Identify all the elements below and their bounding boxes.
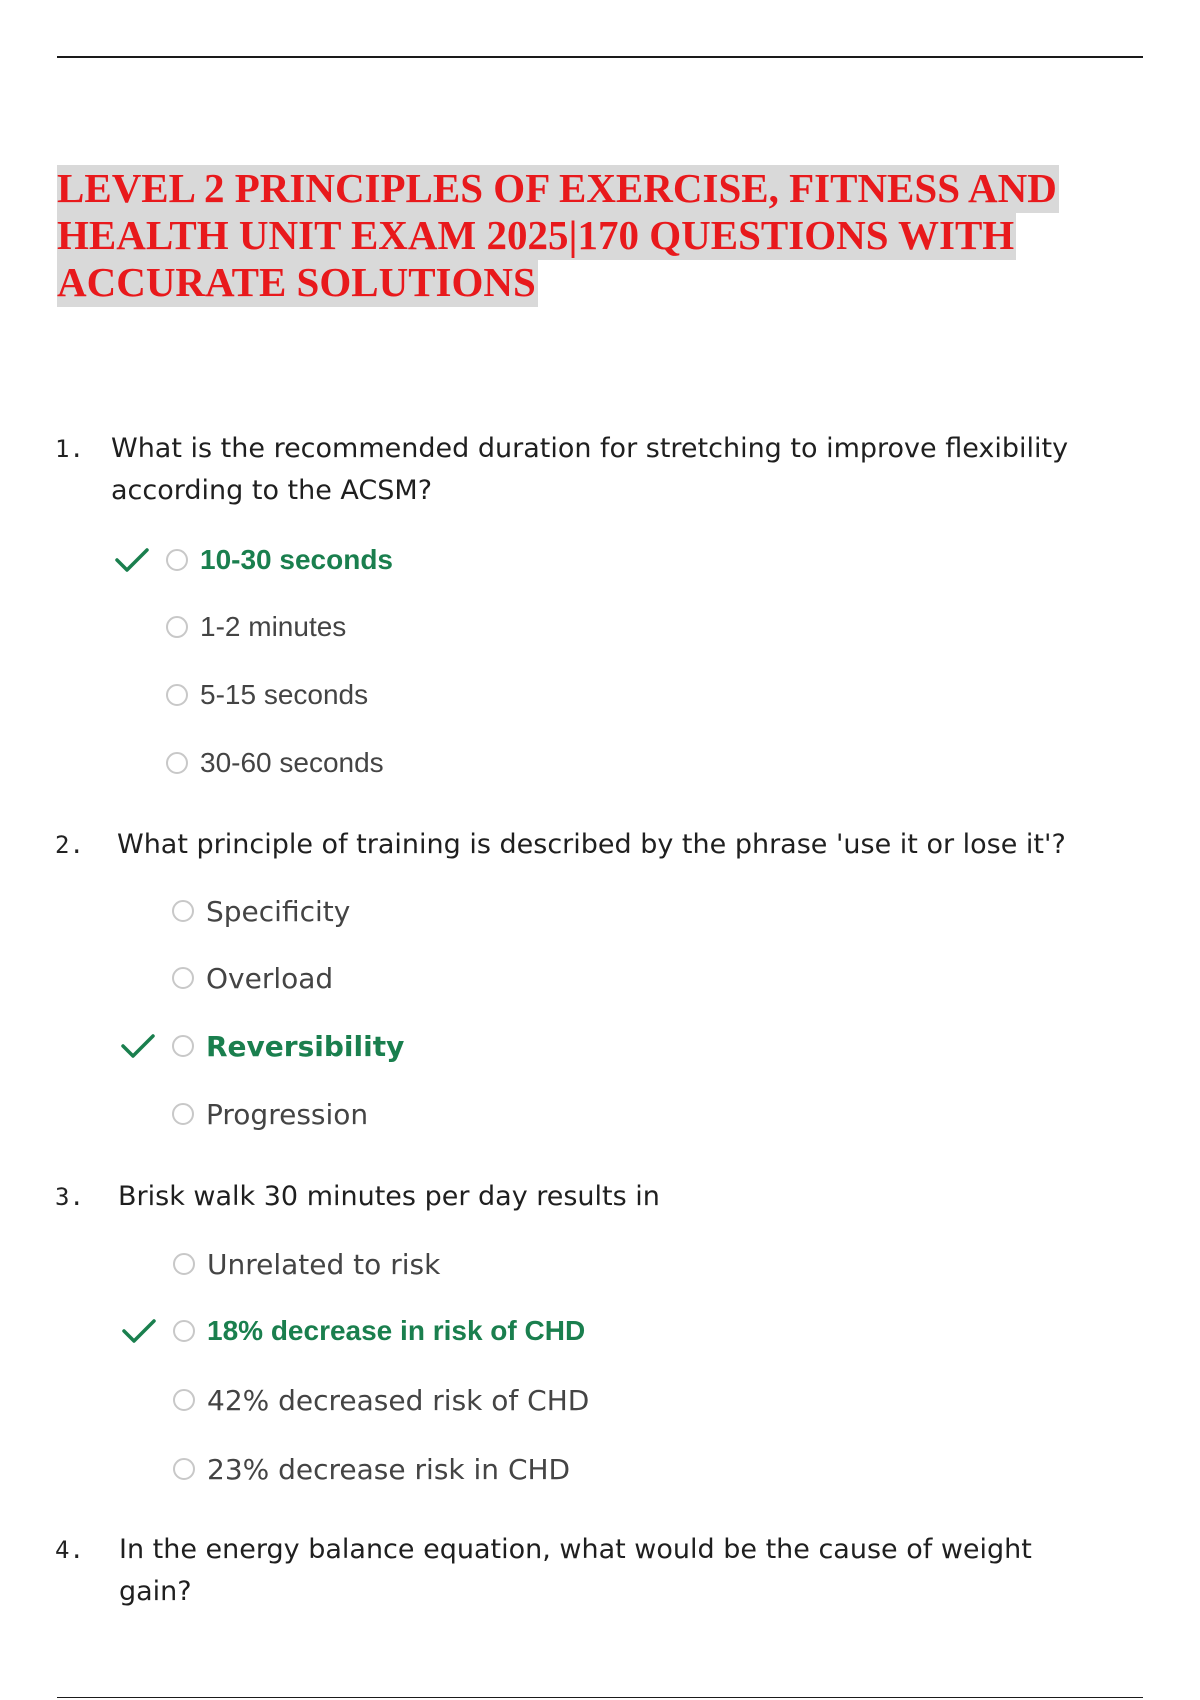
radio-button[interactable] [173, 1458, 195, 1480]
answer-label: 23% decrease risk in CHD [207, 1452, 571, 1486]
answer-label: Overload [206, 961, 334, 995]
answer-label: Reversibility [206, 1029, 405, 1063]
check-icon [112, 540, 152, 580]
question-3 [55, 1176, 1145, 1496]
answer-label: Unrelated to risk [207, 1247, 441, 1281]
bottom-divider [57, 1697, 1143, 1698]
answer-label: 10-30 seconds [200, 544, 393, 575]
answer-label: 42% decreased risk of CHD [207, 1383, 590, 1417]
question-1 [55, 428, 1145, 778]
answer-option[interactable] [119, 1380, 589, 1420]
answer-option[interactable] [119, 1244, 440, 1284]
answer-option[interactable] [118, 958, 333, 998]
question-number: 1. [55, 435, 84, 463]
answer-option[interactable] [112, 607, 346, 647]
title-line: ACCURATE SOLUTIONS [57, 259, 536, 305]
title-line: LEVEL 2 PRINCIPLES OF EXERCISE, FITNESS AND [57, 165, 1057, 211]
answer-label: Specificity [206, 894, 351, 928]
radio-button[interactable] [173, 1320, 195, 1342]
radio-button[interactable] [166, 616, 188, 638]
answer-option[interactable] [119, 1311, 585, 1351]
answer-option[interactable] [118, 891, 350, 931]
answer-label: Progression [206, 1097, 369, 1131]
radio-button[interactable] [173, 1389, 195, 1411]
answer-option[interactable] [118, 1094, 368, 1134]
question-number: 3. [55, 1183, 84, 1211]
question-number: 2. [55, 831, 84, 859]
question-text: What is the recommended duration for stretching to improve flexibility according to the ACSM? [111, 433, 1069, 506]
answer-option[interactable] [112, 743, 384, 783]
radio-button[interactable] [166, 684, 188, 706]
check-icon [119, 1311, 159, 1351]
check-icon [118, 1026, 158, 1066]
answer-option[interactable] [119, 1449, 570, 1489]
radio-button[interactable] [173, 1253, 195, 1275]
answer-option[interactable] [112, 675, 368, 715]
question-text: What principle of training is described by the phrase 'use it or lose it'? [117, 829, 1066, 860]
question-number: 4. [55, 1536, 84, 1564]
question-2 [55, 824, 1145, 1144]
answer-label: 18% decrease in risk of CHD [207, 1315, 586, 1346]
answer-label: 5-15 seconds [200, 679, 369, 710]
radio-button[interactable] [166, 549, 188, 571]
document-title [57, 165, 1137, 306]
question-4 [55, 1529, 1145, 1629]
radio-button[interactable] [172, 1035, 194, 1057]
radio-button[interactable] [172, 967, 194, 989]
answer-option[interactable] [112, 540, 393, 580]
answer-label: 1-2 minutes [200, 611, 347, 642]
radio-button[interactable] [172, 1103, 194, 1125]
question-text: Brisk walk 30 minutes per day results in [118, 1181, 660, 1212]
answer-label: 30-60 seconds [200, 747, 384, 778]
top-divider [57, 56, 1143, 58]
radio-button[interactable] [166, 752, 188, 774]
radio-button[interactable] [172, 900, 194, 922]
answer-option[interactable] [118, 1026, 404, 1066]
question-text: In the energy balance equation, what would be the cause of weight gain? [119, 1534, 1032, 1607]
title-line: HEALTH UNIT EXAM 2025|170 QUESTIONS WITH [57, 212, 1015, 258]
